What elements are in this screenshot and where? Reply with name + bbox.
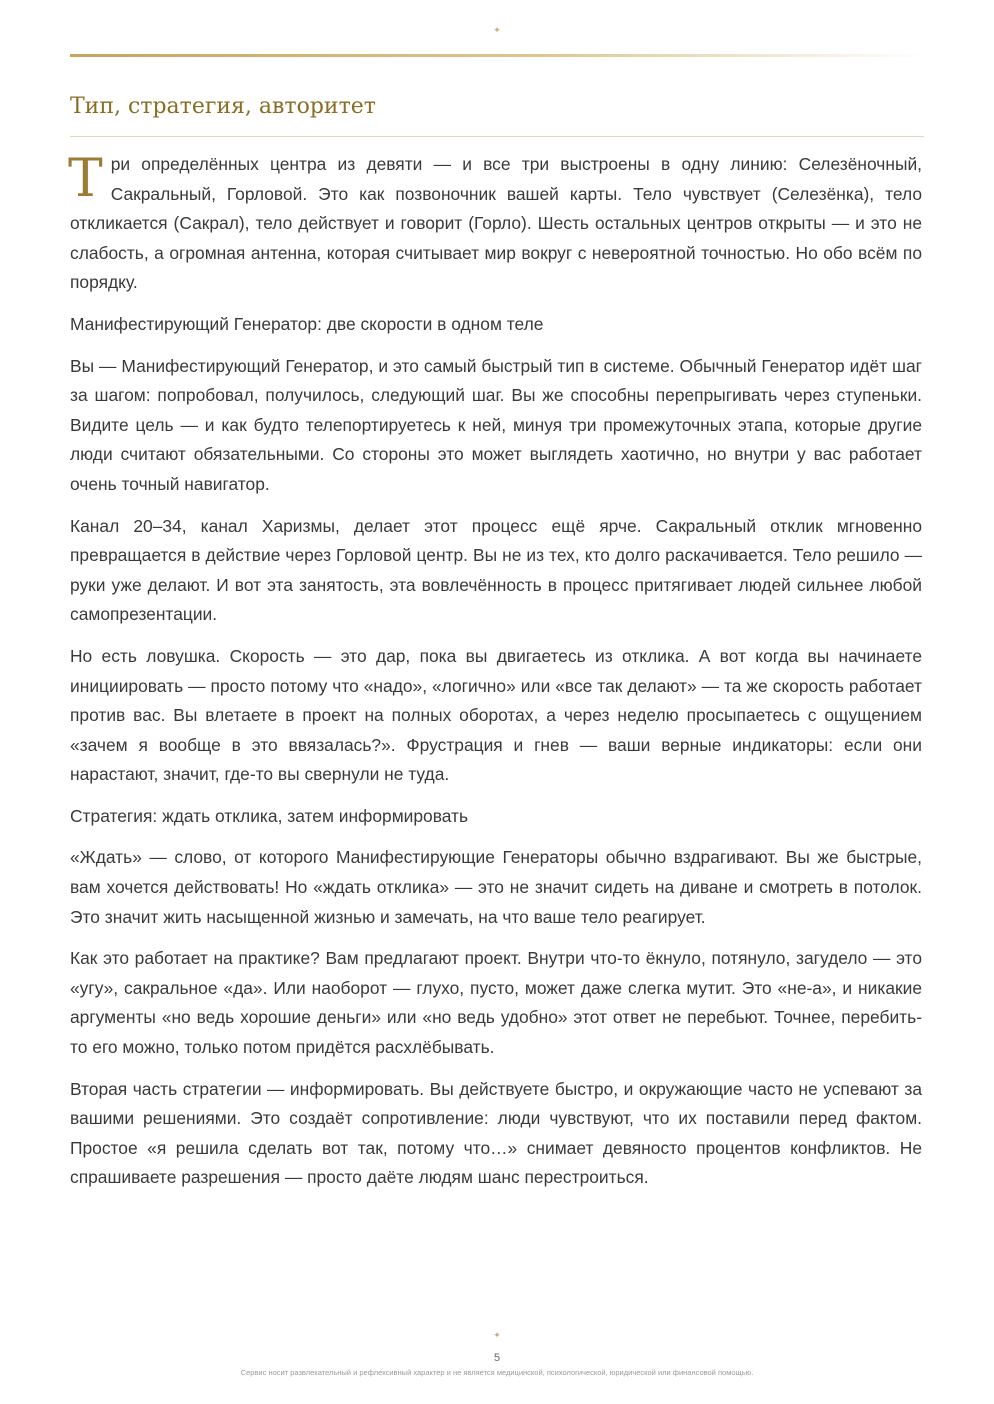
- article-body: [70, 150, 922, 1205]
- drop-cap: Т: [68, 149, 103, 209]
- page-number: 5: [493, 1352, 501, 1364]
- top-divider: [70, 54, 924, 57]
- top-ornament-icon: ✦: [493, 26, 501, 36]
- bottom-ornament-icon: ✦: [493, 1331, 501, 1341]
- title-divider: [70, 136, 924, 137]
- intro-paragraph: [70, 150, 922, 298]
- paragraph: Канал 20–34, канал Харизмы, делает этот процесс ещё ярче. Сакральный отклик мгновенно превращается в действие через Горловой центр. Вы не из тех, кто долго раскачивается. Тело решило — руки уже делают. И вот эта занятость, эта вовлечённость в процесс притягивает людей сильнее любой самопрезентации.: [70, 515, 922, 625]
- paragraph: Вы — Манифестирующий Генератор, и это самый быстрый тип в системе. Обычный Генератор идёт шаг за шагом: попробовал, получилось, следующий шаг. Вы же способны перепрыгивать через ступеньки. Видите цель — и как будто телепортируетесь к ней, минуя три промежуточных этапа, которые другие люди считают обязательными. Со стороны это может выглядеть хаотично, но внутри у вас работает очень точный навигатор.: [70, 355, 922, 494]
- subheading-strategy: Стратегия: ждать отклика, затем информировать: [70, 805, 469, 826]
- paragraph: «Ждать» — слово, от которого Манифестирующие Генераторы обычно вздрагивают. Вы же быстрые, вам хочется действовать! Но «ждать отклика» — это не значит сидеть на диване и смотреть в потолок. Это значит жить насыщенной жизнью и замечать, на что ваше тело реагирует.: [70, 847, 922, 927]
- paragraph: Но есть ловушка. Скорость — это дар, пока вы двигаетесь из отклика. А вот когда вы начинаете инициировать — просто потому что «надо», «логично» или «все так делают» — та же скорость работает против вас. Вы влетаете в проект на полных оборотах, а через неделю просыпаетесь с ощущением «зачем я вообще в это ввязалась?». Фрустрация и гнев — ваши верные индикаторы: если они нарастают, значит, где-то вы свернули не туда.: [70, 645, 922, 785]
- footer-disclaimer: Сервис носит развлекательный и рефлексивный характер и не является медицинской, психологической, юридической или финансовой помощью.: [240, 1368, 754, 1377]
- intro-text: ри определённых центра из девяти — и все три выстроены в одну линию: Селезёночный, Сакральный, Горловой. Это как позвоночник вашей карты. Тело чувствует (Селезёнка), тело откликается (Сакрал), тело действует и говорит (Горло). Шесть остальных центров открыты — и это не слабость, а огромная антенна, которая считывает мир вокруг с невероятной точностью. Но обо всём по порядку.: [70, 154, 922, 293]
- section-title: Тип, стратегия, авторитет: [70, 94, 376, 119]
- paragraph: Вторая часть стратегии — информировать. Вы действуете быстро, и окружающие часто не успевают за вашими решениями. Это создаёт сопротивление: люди чувствуют, что их поставили перед фактом. Простое «я решила сделать вот так, потому что…» снимает девяносто процентов конфликтов. Не спрашиваете разрешения — просто даёте людям шанс перестроиться.: [70, 1078, 922, 1188]
- paragraph: Как это работает на практике? Вам предлагают проект. Внутри что-то ёкнуло, потянуло, загудело — это «угу», сакральное «да». Или наоборот — глухо, пусто, может даже слегка мутит. Это «не-а», и никакие аргументы «но ведь хорошие деньги» или «но ведь удобно» этот ответ не перебьют. Точнее, перебить-то его можно, только потом придётся расхлёбывать.: [70, 948, 922, 1058]
- subheading-type: Манифестирующий Генератор: две скорости в одном теле: [70, 313, 544, 334]
